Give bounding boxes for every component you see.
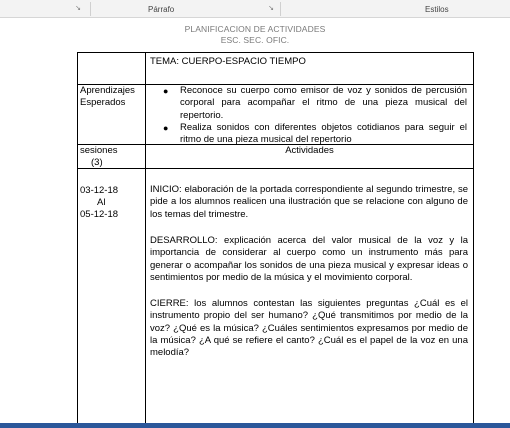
ribbon-group-styles: Estilos bbox=[425, 5, 449, 14]
dialog-launcher-icon[interactable]: ↘ bbox=[75, 5, 81, 12]
ribbon-separator bbox=[280, 2, 281, 16]
activities-header: Actividades bbox=[285, 145, 334, 156]
date-start: 03-12-18 bbox=[80, 185, 119, 196]
ribbon-group-paragraph: Párrafo bbox=[148, 5, 175, 14]
table-border bbox=[77, 52, 474, 53]
table-border bbox=[473, 52, 474, 423]
date-separator: Al bbox=[97, 197, 106, 208]
doc-header-school: ESC. SEC. OFIC. bbox=[220, 35, 290, 45]
expected-learning-list bbox=[163, 85, 467, 146]
table-border bbox=[77, 52, 78, 423]
table-border bbox=[77, 168, 474, 169]
doc-header-title: PLANIFICACION DE ACTIVIDADES bbox=[184, 24, 326, 34]
bullet-icon: ● bbox=[163, 86, 169, 96]
paragraph-dialog-launcher-icon[interactable]: ↘ bbox=[268, 5, 274, 12]
expected-label-line1: Aprendizajes bbox=[80, 85, 135, 96]
sessions-label: sesiones bbox=[80, 145, 118, 156]
bullet-icon: ● bbox=[163, 122, 169, 133]
table-border bbox=[145, 52, 146, 423]
activity-cierre: CIERRE: los alumnos contestan las siguientes preguntas ¿Cuál es el instrumento propio del ser humano? ¿Qué transmitimos por medio de la voz? ¿Qué es la música? ¿Cuáles sentimientos expresamos por medio de la música? ¿A qué se refiere el canto? ¿Cuál es el papel de la voz en una melodía? bbox=[150, 298, 468, 359]
date-end: 05-12-18 bbox=[80, 209, 119, 220]
sessions-count: (3) bbox=[91, 157, 103, 168]
activity-inicio: INICIO: elaboración de la portada correspondiente al segundo trimestre, se pide a los alumnos realicen una ilustración que se relacione con alguno de los temas del trimestre. bbox=[150, 184, 468, 220]
expected-label-line2: Esperados bbox=[80, 97, 126, 108]
status-bar bbox=[0, 423, 510, 428]
ribbon-separator bbox=[90, 2, 91, 16]
ribbon-bar bbox=[0, 0, 510, 18]
activity-desarrollo: DESARROLLO: explicación acerca del valor musical de la voz y la importancia de considerar al cuerpo como un instrumento más para generar o acompañar los sonidos de una pieza musical y expresar ideas o sentimientos por medio de la música y el movimiento corporal. bbox=[150, 235, 468, 283]
document-page[interactable] bbox=[0, 18, 510, 423]
list-item: ● Reconoce su cuerpo como emisor de voz y sonidos de percusión corporal para acompañar el ritmo de una pieza musical del repertorio. bbox=[163, 85, 467, 121]
list-item: ● Realiza sonidos con diferentes objetos cotidianos para seguir el ritmo de una pieza musical del repertorio bbox=[163, 121, 467, 146]
theme-title: TEMA: CUERPO-ESPACIO TIEMPO bbox=[150, 56, 306, 67]
